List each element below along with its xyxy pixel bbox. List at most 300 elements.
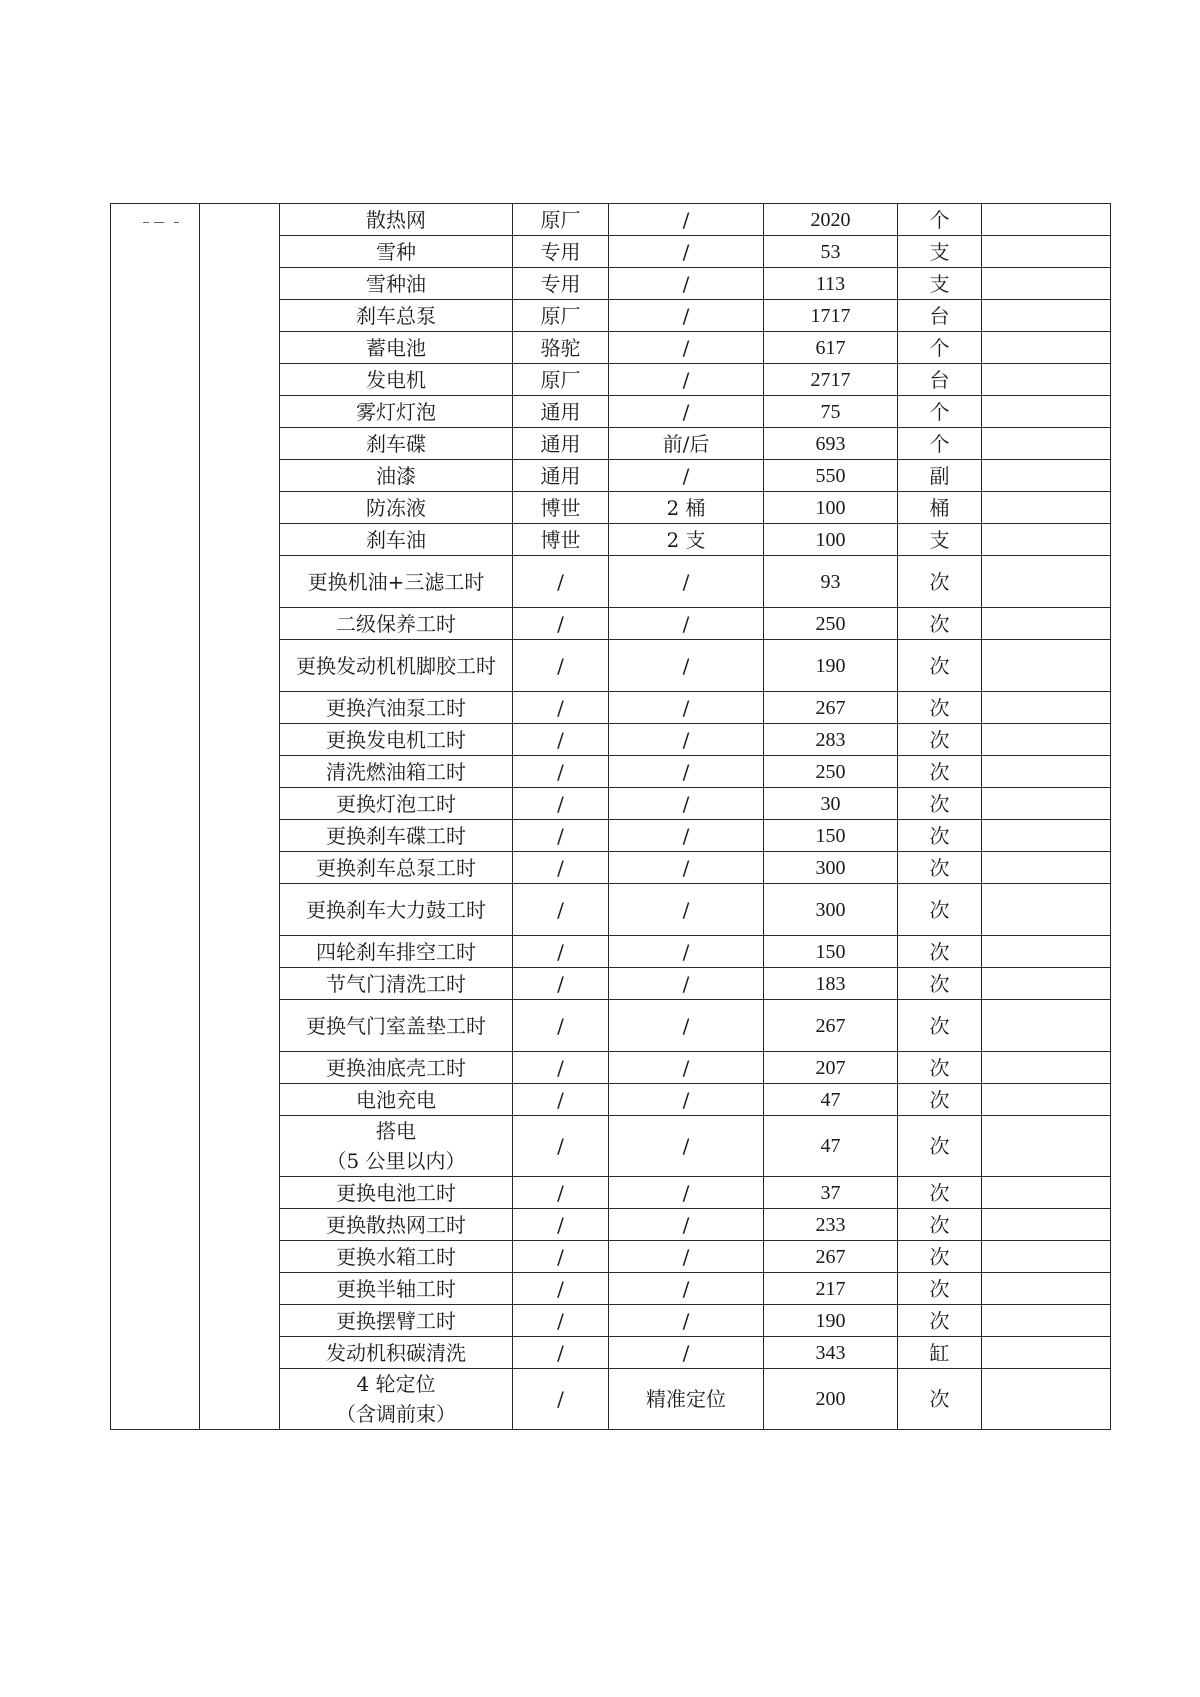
price-text: 343: [815, 1341, 846, 1364]
note-cell: [982, 524, 1111, 556]
brand-cell: [513, 1052, 609, 1084]
note-cell: [982, 884, 1111, 936]
brand-text: /: [557, 1340, 564, 1365]
unit-cell: [898, 884, 982, 936]
unit-cell: [898, 332, 982, 364]
unit-text: 次: [929, 1308, 950, 1333]
spec-text: /: [682, 303, 690, 328]
price-cell: [764, 884, 898, 936]
brand-text: /: [557, 1276, 564, 1301]
brand-text: 博世: [540, 527, 581, 552]
spec-cell: [609, 268, 764, 300]
unit-text: 次: [929, 569, 950, 594]
item-name-cell: [280, 968, 513, 1000]
unit-text: 支: [929, 527, 950, 552]
spec-text: /: [682, 1055, 690, 1080]
unit-text: 次: [929, 855, 950, 880]
item-name-cell: [280, 492, 513, 524]
unit-cell: [898, 820, 982, 852]
unit-cell: [898, 1209, 982, 1241]
item-name-cell: [280, 204, 513, 236]
item-name-cell: [280, 936, 513, 968]
brand-text: /: [557, 1244, 564, 1269]
price-cell: [764, 692, 898, 724]
unit-cell: [898, 204, 982, 236]
item-name-text: 更换发电机工时: [326, 727, 466, 752]
brand-text: /: [557, 939, 564, 964]
note-cell: [982, 1369, 1111, 1430]
item-name-cell: [280, 1177, 513, 1209]
brand-cell: [513, 1241, 609, 1273]
note-cell: [982, 788, 1111, 820]
spec-text: /: [682, 653, 690, 678]
item-name-cell: [280, 756, 513, 788]
item-name-text: 四轮刹车排空工时: [316, 939, 476, 964]
brand-text: /: [557, 855, 564, 880]
item-name-text: 更换刹车碟工时: [326, 823, 466, 848]
spec-cell: [609, 1116, 764, 1177]
item-name-cell: [280, 460, 513, 492]
note-cell: [982, 968, 1111, 1000]
price-cell: [764, 524, 898, 556]
brand-cell: [513, 268, 609, 300]
price-text: 250: [815, 612, 846, 635]
brand-text: /: [557, 897, 564, 922]
brand-text: 专用: [540, 239, 581, 264]
unit-text: 次: [929, 823, 950, 848]
brand-text: /: [557, 611, 564, 636]
brand-cell: [513, 788, 609, 820]
spec-text: /: [682, 823, 690, 848]
brand-text: 通用: [540, 431, 581, 456]
item-name-text: 二级保养工时: [336, 611, 456, 636]
spec-text: /: [682, 695, 690, 720]
price-text: 93: [820, 570, 841, 593]
price-cell: [764, 608, 898, 640]
price-text: 100: [815, 496, 846, 519]
price-cell: [764, 300, 898, 332]
unit-cell: [898, 300, 982, 332]
spec-text: /: [682, 271, 690, 296]
price-cell: [764, 1305, 898, 1337]
unit-cell: [898, 492, 982, 524]
unit-text: 次: [929, 897, 950, 922]
unit-text: 副: [929, 463, 950, 488]
brand-cell: [513, 492, 609, 524]
note-cell: [982, 364, 1111, 396]
price-text: 30: [820, 792, 841, 815]
unit-cell: [898, 968, 982, 1000]
price-text: 47: [820, 1088, 841, 1111]
item-name-text: 蓄电池: [366, 335, 426, 360]
item-name-cell: [280, 1052, 513, 1084]
price-cell: [764, 1273, 898, 1305]
item-name-cell: [280, 396, 513, 428]
price-cell: [764, 1052, 898, 1084]
brand-text: /: [557, 1308, 564, 1333]
spec-cell: [609, 460, 764, 492]
note-cell: [982, 852, 1111, 884]
item-name-cell: [280, 236, 513, 268]
unit-cell: [898, 268, 982, 300]
unit-cell: [898, 1305, 982, 1337]
spec-text: /: [682, 855, 690, 880]
item-name-text: 4 轮定位: [356, 1372, 436, 1396]
unit-text: 桶: [929, 495, 950, 520]
brand-cell: [513, 1369, 609, 1430]
spec-text: /: [682, 1340, 690, 1365]
spec-cell: [609, 332, 764, 364]
spec-text: /: [682, 759, 690, 784]
spec-cell: [609, 428, 764, 460]
brand-cell: [513, 1000, 609, 1052]
note-cell: [982, 460, 1111, 492]
brand-cell: [513, 1209, 609, 1241]
item-name-cell: [280, 1000, 513, 1052]
price-text: 190: [815, 1309, 846, 1332]
price-text: 233: [815, 1213, 846, 1236]
note-cell: [982, 692, 1111, 724]
unit-text: 个: [929, 431, 950, 456]
item-name-cell: [280, 1116, 513, 1177]
price-cell: [764, 556, 898, 608]
unit-cell: [898, 364, 982, 396]
price-text: 2020: [810, 208, 851, 231]
item-name-cell: [280, 268, 513, 300]
price-cell: [764, 204, 898, 236]
spec-cell: [609, 692, 764, 724]
spec-cell: [609, 1337, 764, 1369]
spec-text: /: [682, 1212, 690, 1237]
spec-text: /: [682, 1308, 690, 1333]
note-cell: [982, 1052, 1111, 1084]
price-cell: [764, 724, 898, 756]
spec-cell: [609, 608, 764, 640]
item-name-text: 更换机油+三滤工时: [307, 569, 485, 594]
price-cell: [764, 820, 898, 852]
note-cell: [982, 428, 1111, 460]
price-text: 113: [815, 272, 846, 295]
brand-text: 专用: [540, 271, 581, 296]
item-name-text: 雪种: [376, 239, 416, 264]
unit-text: 次: [929, 1244, 950, 1269]
note-cell: [982, 1337, 1111, 1369]
item-name-cell: [280, 1209, 513, 1241]
item-name-cell: [280, 852, 513, 884]
price-cell: [764, 1209, 898, 1241]
brand-text: /: [557, 759, 564, 784]
price-cell: [764, 1084, 898, 1116]
spec-cell: [609, 1241, 764, 1273]
price-text: 283: [815, 728, 846, 751]
price-table: [110, 203, 1111, 1430]
unit-text: 次: [929, 791, 950, 816]
note-cell: [982, 332, 1111, 364]
unit-text: 次: [929, 1087, 950, 1112]
spec-cell: [609, 1177, 764, 1209]
spec-cell: [609, 396, 764, 428]
spec-cell: [609, 1000, 764, 1052]
unit-text: 台: [929, 303, 950, 328]
unit-cell: [898, 692, 982, 724]
unit-text: 台: [929, 367, 950, 392]
brand-cell: [513, 608, 609, 640]
spec-cell: [609, 640, 764, 692]
unit-cell: [898, 1116, 982, 1177]
unit-cell: [898, 1084, 982, 1116]
price-text: 207: [815, 1056, 846, 1079]
unit-cell: [898, 852, 982, 884]
brand-cell: [513, 364, 609, 396]
price-cell: [764, 428, 898, 460]
note-cell: [982, 268, 1111, 300]
brand-cell: [513, 820, 609, 852]
brand-cell: [513, 692, 609, 724]
unit-cell: [898, 460, 982, 492]
price-text: 267: [815, 1014, 846, 1037]
item-name-cell: [280, 640, 513, 692]
price-cell: [764, 268, 898, 300]
spec-text: /: [682, 463, 690, 488]
price-text: 300: [815, 856, 846, 879]
brand-cell: [513, 968, 609, 1000]
price-cell: [764, 788, 898, 820]
item-name-cell: [280, 300, 513, 332]
category-cell: [200, 204, 280, 1430]
spec-text: /: [682, 971, 690, 996]
item-name-text: 雪种油: [366, 271, 426, 296]
spec-text: 前/后: [662, 431, 710, 456]
brand-text: /: [557, 971, 564, 996]
table-body: [111, 204, 1111, 1430]
brand-text: /: [557, 823, 564, 848]
brand-cell: [513, 936, 609, 968]
unit-cell: [898, 556, 982, 608]
item-name-cell: [280, 1337, 513, 1369]
brand-cell: [513, 852, 609, 884]
item-name-text: 雾灯灯泡: [356, 399, 436, 424]
brand-text: /: [557, 695, 564, 720]
note-cell: [982, 396, 1111, 428]
brand-cell: [513, 1337, 609, 1369]
price-cell: [764, 1000, 898, 1052]
brand-cell: [513, 884, 609, 936]
item-name-cell: [280, 1369, 513, 1430]
note-cell: [982, 724, 1111, 756]
price-text: 250: [815, 760, 846, 783]
item-name-text: 节气门清洗工时: [326, 971, 466, 996]
brand-text: /: [557, 1387, 564, 1411]
item-name-text: 搭电: [376, 1119, 416, 1143]
price-text: 1717: [810, 304, 851, 327]
item-name-text: 散热网: [366, 207, 426, 232]
brand-cell: [513, 396, 609, 428]
item-name-cell: [280, 692, 513, 724]
brand-text: /: [557, 791, 564, 816]
spec-text: 2 支: [666, 527, 706, 552]
unit-text: 次: [929, 1180, 950, 1205]
unit-text: 次: [929, 971, 950, 996]
item-name-text: 更换散热网工时: [326, 1212, 466, 1237]
brand-cell: [513, 428, 609, 460]
brand-cell: [513, 300, 609, 332]
price-cell: [764, 1369, 898, 1430]
price-text: 200: [815, 1388, 846, 1410]
note-cell: [982, 1305, 1111, 1337]
unit-cell: [898, 428, 982, 460]
item-name-text: 更换发动机机脚胶工时: [296, 653, 496, 678]
unit-text: 支: [929, 271, 950, 296]
brand-cell: [513, 556, 609, 608]
item-name-text: 更换摆臂工时: [336, 1308, 456, 1333]
item-name-text: 发电机: [366, 367, 426, 392]
price-text: 100: [815, 528, 846, 551]
price-cell: [764, 756, 898, 788]
spec-cell: [609, 936, 764, 968]
item-name-subtext: （5 公里以内）: [326, 1149, 466, 1173]
item-name-text: 更换灯泡工时: [336, 791, 456, 816]
unit-cell: [898, 524, 982, 556]
brand-cell: [513, 1116, 609, 1177]
price-cell: [764, 460, 898, 492]
item-name-text: 更换电池工时: [336, 1180, 456, 1205]
brand-cell: [513, 236, 609, 268]
spec-cell: [609, 1369, 764, 1430]
note-cell: [982, 936, 1111, 968]
price-cell: [764, 1337, 898, 1369]
unit-text: 个: [929, 399, 950, 424]
note-cell: [982, 608, 1111, 640]
price-text: 47: [820, 1135, 841, 1157]
price-text: 217: [815, 1277, 846, 1300]
price-text: 267: [815, 1245, 846, 1268]
unit-cell: [898, 1177, 982, 1209]
unit-cell: [898, 724, 982, 756]
unit-text: 次: [929, 727, 950, 752]
brand-cell: [513, 1273, 609, 1305]
item-name-text: 清洗燃油箱工时: [326, 759, 466, 784]
brand-cell: [513, 332, 609, 364]
price-cell: [764, 852, 898, 884]
item-name-text: 刹车碟: [366, 431, 426, 456]
unit-cell: [898, 1369, 982, 1430]
spec-text: /: [682, 569, 690, 594]
spec-cell: [609, 1052, 764, 1084]
price-cell: [764, 640, 898, 692]
unit-text: 次: [929, 1134, 950, 1158]
note-cell: [982, 1084, 1111, 1116]
unit-text: 次: [929, 1276, 950, 1301]
unit-cell: [898, 1052, 982, 1084]
spec-cell: [609, 852, 764, 884]
item-name-cell: [280, 428, 513, 460]
brand-text: /: [557, 1013, 564, 1038]
price-text: 190: [815, 654, 846, 677]
spec-cell: [609, 492, 764, 524]
note-cell: [982, 756, 1111, 788]
note-cell: [982, 236, 1111, 268]
brand-text: /: [557, 1087, 564, 1112]
brand-text: /: [557, 569, 564, 594]
brand-cell: [513, 1177, 609, 1209]
price-cell: [764, 1241, 898, 1273]
price-text: 550: [815, 464, 846, 487]
unit-text: 次: [929, 653, 950, 678]
item-name-cell: [280, 788, 513, 820]
price-cell: [764, 1177, 898, 1209]
unit-text: 支: [929, 239, 950, 264]
price-text: 150: [815, 824, 846, 847]
price-text: 183: [815, 972, 846, 995]
spec-cell: [609, 524, 764, 556]
spec-text: /: [682, 939, 690, 964]
spec-cell: [609, 556, 764, 608]
note-cell: [982, 820, 1111, 852]
unit-cell: [898, 936, 982, 968]
unit-cell: [898, 1337, 982, 1369]
spec-text: /: [682, 791, 690, 816]
note-cell: [982, 1209, 1111, 1241]
item-name-cell: [280, 1241, 513, 1273]
spec-text: /: [682, 727, 690, 752]
spec-cell: [609, 364, 764, 396]
item-name-cell: [280, 724, 513, 756]
item-name-text: 更换汽油泵工时: [326, 695, 466, 720]
item-name-text: 更换半轴工时: [336, 1276, 456, 1301]
item-name-text: 刹车油: [366, 527, 426, 552]
brand-text: /: [557, 1055, 564, 1080]
price-text: 53: [820, 240, 841, 263]
unit-text: 次: [929, 695, 950, 720]
brand-text: 通用: [540, 399, 581, 424]
price-text: 37: [820, 1181, 841, 1204]
spec-cell: [609, 724, 764, 756]
brand-cell: [513, 460, 609, 492]
price-cell: [764, 364, 898, 396]
price-text: 617: [815, 336, 846, 359]
item-name-cell: [280, 524, 513, 556]
spec-text: /: [682, 1013, 690, 1038]
brand-cell: [513, 524, 609, 556]
price-cell: [764, 396, 898, 428]
unit-text: 次: [929, 1055, 950, 1080]
note-cell: [982, 204, 1111, 236]
price-text: 2717: [810, 368, 851, 391]
item-name-text: 更换刹车大力鼓工时: [306, 897, 486, 922]
item-name-cell: [280, 1084, 513, 1116]
brand-cell: [513, 1305, 609, 1337]
price-text: 300: [815, 898, 846, 921]
spec-cell: [609, 788, 764, 820]
spec-text: /: [682, 207, 690, 232]
note-cell: [982, 1177, 1111, 1209]
note-cell: [982, 1116, 1111, 1177]
spec-cell: [609, 204, 764, 236]
spec-text: /: [682, 1134, 690, 1158]
brand-text: 博世: [540, 495, 581, 520]
spec-cell: [609, 1273, 764, 1305]
unit-text: 次: [929, 611, 950, 636]
brand-text: 原厂: [540, 367, 581, 392]
spec-cell: [609, 1084, 764, 1116]
spec-text: /: [682, 1276, 690, 1301]
spec-text: 2 桶: [666, 495, 706, 520]
price-text: 75: [820, 400, 841, 423]
unit-text: 个: [929, 335, 950, 360]
note-cell: [982, 300, 1111, 332]
unit-cell: [898, 608, 982, 640]
unit-text: 次: [929, 759, 950, 784]
